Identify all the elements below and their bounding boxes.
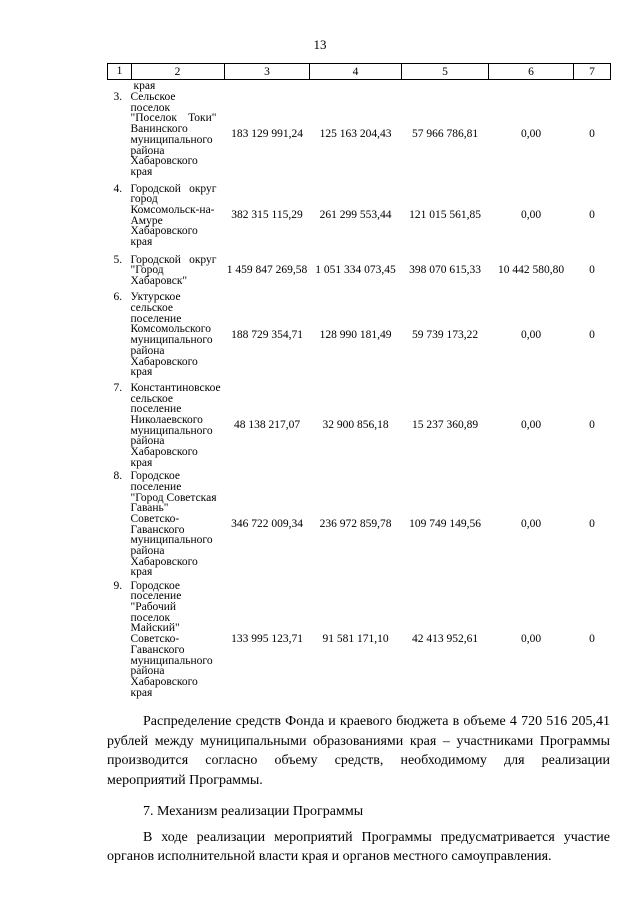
municipality-cell (108, 92, 225, 178)
amount-col-4: 236 972 859,78 (319, 518, 392, 531)
header-cell-1: 1 (108, 64, 132, 79)
amount-col-5: 121 015 561,85 (409, 209, 481, 222)
header-col-1-2 (108, 64, 225, 80)
continuation-text: края (133, 80, 156, 92)
municipality-cell (108, 383, 225, 469)
municipality-name: Городское поселение "Город Советская Гавань" Советско-Гаванского муниципального района Хабаровского края (130, 470, 217, 579)
amount-col-3: 188 729 354,71 (231, 328, 303, 341)
amount-col-3: 133 995 123,71 (231, 633, 303, 646)
municipality-cell (108, 581, 225, 699)
header-cell-4: 4 (310, 64, 402, 80)
row-number: 8. (113, 470, 123, 483)
amount-col-6: 0,00 (520, 633, 542, 646)
amount-col-7: 0 (589, 328, 595, 341)
table-row (108, 581, 611, 699)
table-row (108, 383, 611, 469)
amount-col-3: 382 315 115,29 (231, 209, 303, 222)
amount-col-5: 398 070 615,33 (409, 264, 481, 277)
municipality-name: Константиновское сельское поселение Николаевского муниципального района Хабаровского края (130, 381, 221, 469)
table-body (108, 80, 611, 699)
amount-col-6: 10 442 580,80 (497, 264, 565, 277)
amount-col-7: 0 (589, 209, 595, 222)
municipality-cell (108, 254, 225, 288)
amount-col-5: 42 413 952,61 (411, 633, 479, 646)
amount-col-6: 0,00 (520, 419, 542, 432)
amount-col-3: 48 138 217,07 (233, 419, 301, 432)
amount-col-6: 0,00 (520, 128, 542, 141)
municipality-cell (108, 178, 225, 254)
amount-col-7: 0 (589, 633, 595, 646)
amount-col-5: 59 739 173,22 (411, 328, 479, 341)
amount-col-7: 0 (589, 264, 595, 277)
body-text (107, 712, 610, 867)
section-heading: 7. Механизм реализации Программы (143, 804, 364, 819)
row-number: 7. (113, 381, 123, 394)
municipality-name: Уктурское сельское поселение Комсомольского муниципального района Хабаровского края (130, 291, 213, 379)
amount-col-5: 109 749 149,56 (409, 518, 481, 531)
row-number: 3. (113, 91, 123, 103)
header-cell-3: 3 (225, 64, 310, 80)
amount-col-4: 128 990 181,49 (319, 328, 392, 341)
header-cell-7: 7 (574, 64, 611, 80)
municipality-name: Городской округ "Город Хабаровск" (130, 253, 217, 287)
municipality-cell (108, 469, 225, 581)
row-number: 9. (113, 579, 123, 592)
municipality-name: Городское поселение "Рабочий поселок Майский" Советско-Гаванского муниципального района Хабаровского края (130, 579, 213, 699)
amount-col-6: 0,00 (520, 328, 542, 341)
paragraph-distribution: Распределение средств Фонда и краевого бюджета в объеме 4 720 516 205,41 рублей между муниципальными образованиями края – участниками Программы производится согласно объему средств, необходимому для реализации мероприятий Программы. (107, 714, 610, 788)
row-number: 5. (113, 253, 123, 266)
table-header-row (108, 64, 611, 80)
table-row (108, 288, 611, 383)
amount-col-3: 183 129 991,24 (231, 128, 303, 141)
amount-col-3: 346 722 009,34 (231, 518, 303, 531)
amount-col-4: 125 163 204,43 (319, 128, 392, 141)
table-row (108, 92, 611, 178)
amount-col-3: 1 459 847 269,58 (226, 264, 308, 277)
municipality-name: Сельское поселок "Поселок Токи" Ванинского муниципального района Хабаровского края (130, 91, 217, 178)
amount-col-6: 0,00 (520, 209, 542, 222)
page-number: 13 (313, 37, 327, 52)
header-cell-2: 2 (174, 65, 181, 78)
amount-col-4: 32 900 856,18 (322, 419, 389, 432)
table-row (108, 254, 611, 288)
municipality-cell (108, 288, 225, 383)
amount-col-6: 0,00 (520, 518, 542, 531)
amount-col-7: 0 (589, 128, 595, 141)
amount-col-4: 1 051 334 073,45 (315, 264, 396, 277)
municipality-name: Городской округ город Комсомольск-на-Амуре Хабаровского края (130, 182, 217, 249)
table-row (108, 178, 611, 254)
funding-table (107, 63, 611, 698)
amount-col-5: 15 237 360,89 (411, 419, 479, 432)
table-row (108, 469, 611, 581)
header-cell-5: 5 (402, 64, 489, 80)
row-number: 4. (113, 182, 123, 195)
amount-col-4: 91 581 171,10 (322, 633, 389, 646)
paragraph-mechanism: В ходе реализации мероприятий Программы предусматривается участие органов исполнительной власти края и органов местного самоуправления. (107, 829, 610, 864)
header-cell-6: 6 (489, 64, 574, 80)
amount-col-7: 0 (589, 518, 595, 531)
amount-col-5: 57 966 786,81 (411, 128, 479, 141)
amount-col-4: 261 299 553,44 (319, 209, 392, 222)
amount-col-7: 0 (589, 419, 595, 432)
row-number: 6. (113, 291, 123, 304)
table-row-continuation (108, 80, 611, 93)
